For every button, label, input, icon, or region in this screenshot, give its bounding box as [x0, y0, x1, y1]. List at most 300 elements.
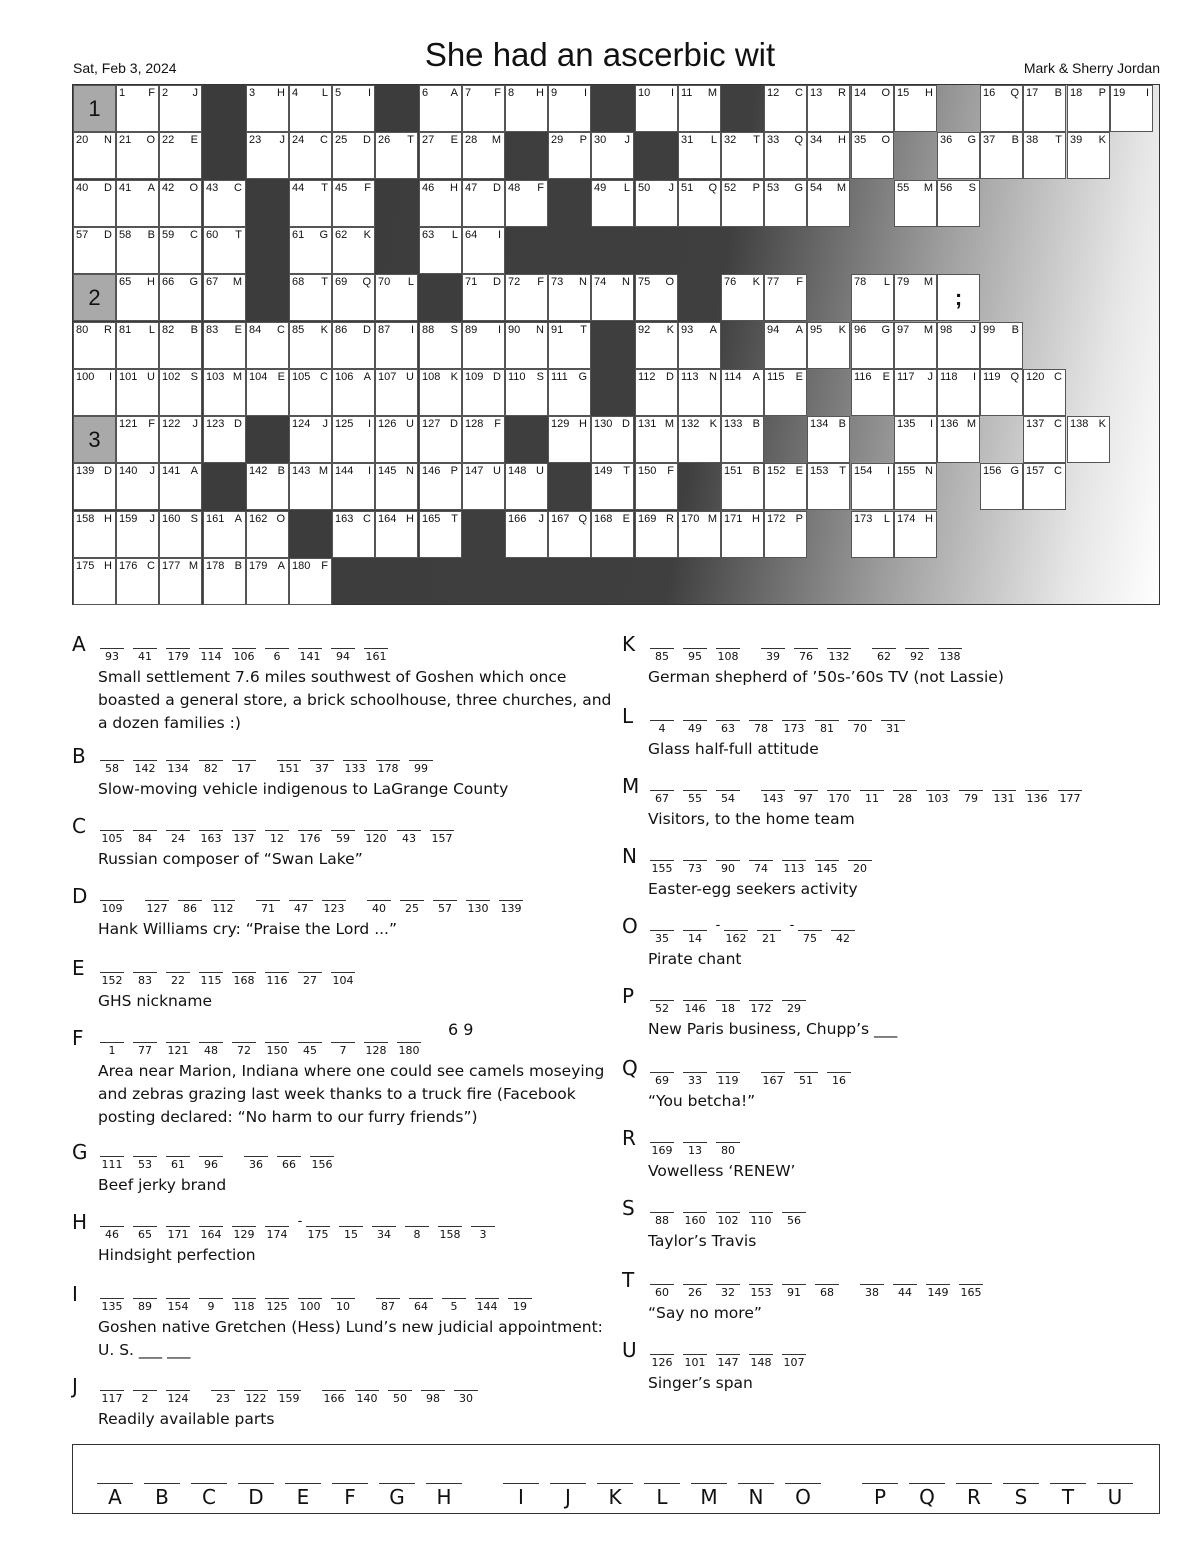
answer-blank[interactable]	[428, 820, 456, 850]
answer-blank[interactable]	[648, 710, 676, 740]
grid-cell[interactable]	[246, 322, 289, 369]
grid-cell[interactable]	[1023, 416, 1066, 463]
grid-cell[interactable]	[678, 180, 721, 227]
grid-cell[interactable]	[289, 416, 332, 463]
grid-cell[interactable]	[505, 180, 548, 227]
grid-cell[interactable]	[548, 274, 591, 321]
answer-blank[interactable]	[714, 1344, 742, 1374]
grid-cell[interactable]	[807, 180, 850, 227]
answer-blank[interactable]	[230, 1032, 258, 1062]
answer-blank[interactable]	[374, 750, 402, 780]
answer-blank[interactable]	[296, 820, 324, 850]
answer-blank[interactable]	[164, 638, 192, 668]
grid-cell[interactable]	[937, 132, 980, 179]
answer-blank[interactable]	[924, 1274, 952, 1304]
grid-cell[interactable]	[203, 369, 246, 416]
grid-cell[interactable]	[246, 369, 289, 416]
grid-cell[interactable]	[462, 369, 505, 416]
answer-blank[interactable]	[990, 780, 1018, 810]
answer-blank[interactable]	[362, 820, 390, 850]
grid-cell[interactable]	[721, 416, 764, 463]
answer-blank[interactable]	[353, 1380, 381, 1410]
grid-cell[interactable]	[678, 416, 721, 463]
answer-blank[interactable]	[755, 920, 783, 950]
grid-cell[interactable]	[548, 369, 591, 416]
answer-blank[interactable]	[230, 962, 258, 992]
answer-blank[interactable]	[858, 780, 886, 810]
grid-cell[interactable]	[332, 511, 375, 558]
grid-cell[interactable]	[116, 132, 159, 179]
grid-cell[interactable]	[1023, 463, 1066, 510]
answer-blank[interactable]	[176, 890, 204, 920]
grid-cell[interactable]	[851, 322, 894, 369]
answer-blank[interactable]	[813, 850, 841, 880]
grid-cell[interactable]	[159, 511, 202, 558]
grid-cell[interactable]	[548, 85, 591, 132]
answer-blank[interactable]	[98, 1146, 126, 1176]
answer-blank[interactable]	[275, 1146, 303, 1176]
answer-blank[interactable]	[131, 1146, 159, 1176]
answer-blank[interactable]	[681, 920, 709, 950]
answer-blank[interactable]	[209, 890, 237, 920]
grid-cell[interactable]	[764, 369, 807, 416]
grid-cell[interactable]	[246, 511, 289, 558]
answer-blank[interactable]	[230, 638, 258, 668]
answer-blank[interactable]	[681, 1344, 709, 1374]
grid-cell[interactable]	[721, 511, 764, 558]
grid-cell[interactable]	[721, 463, 764, 510]
answer-blank[interactable]	[275, 1380, 303, 1410]
answer-blank[interactable]	[197, 1288, 225, 1318]
grid-cell[interactable]	[505, 85, 548, 132]
answer-blank[interactable]	[440, 1288, 468, 1318]
answer-blank[interactable]	[858, 1274, 886, 1304]
answer-blank[interactable]	[714, 710, 742, 740]
answer-blank[interactable]	[891, 1274, 919, 1304]
grid-cell[interactable]	[375, 274, 418, 321]
answer-blank[interactable]	[648, 1344, 676, 1374]
grid-cell[interactable]	[332, 132, 375, 179]
grid-cell[interactable]	[980, 132, 1023, 179]
answer-blank[interactable]	[780, 990, 808, 1020]
answer-key-slot[interactable]	[424, 1465, 464, 1509]
grid-cell[interactable]	[332, 180, 375, 227]
grid-cell[interactable]	[116, 511, 159, 558]
grid-cell[interactable]	[980, 463, 1023, 510]
answer-blank[interactable]	[98, 820, 126, 850]
answer-blank[interactable]	[230, 820, 258, 850]
grid-cell[interactable]	[678, 511, 721, 558]
grid-cell[interactable]	[894, 511, 937, 558]
answer-blank[interactable]	[780, 1344, 808, 1374]
answer-blank[interactable]	[230, 1288, 258, 1318]
answer-blank[interactable]	[362, 638, 390, 668]
answer-key-slot[interactable]	[283, 1465, 323, 1509]
grid-cell[interactable]	[203, 227, 246, 274]
grid-cell[interactable]	[159, 227, 202, 274]
answer-blank[interactable]	[296, 1288, 324, 1318]
answer-blank[interactable]	[497, 890, 525, 920]
answer-blank[interactable]	[759, 780, 787, 810]
grid-cell[interactable]	[937, 416, 980, 463]
grid-cell[interactable]	[116, 558, 159, 605]
answer-blank[interactable]	[242, 1380, 270, 1410]
grid-cell[interactable]	[678, 369, 721, 416]
grid-cell[interactable]	[375, 132, 418, 179]
answer-blank[interactable]	[329, 820, 357, 850]
answer-blank[interactable]	[714, 1274, 742, 1304]
answer-blank[interactable]	[304, 1216, 332, 1246]
grid-cell[interactable]	[289, 369, 332, 416]
grid-cell[interactable]	[289, 85, 332, 132]
answer-blank[interactable]	[813, 710, 841, 740]
grid-cell[interactable]	[505, 463, 548, 510]
grid-cell[interactable]	[289, 463, 332, 510]
answer-blank[interactable]	[714, 1202, 742, 1232]
answer-blank[interactable]	[209, 1380, 237, 1410]
answer-blank[interactable]	[825, 1062, 853, 1092]
answer-blank[interactable]	[681, 1132, 709, 1162]
answer-blank[interactable]	[98, 962, 126, 992]
answer-key-slot[interactable]	[860, 1465, 900, 1509]
answer-blank[interactable]	[780, 850, 808, 880]
grid-cell[interactable]	[159, 85, 202, 132]
grid-cell[interactable]	[807, 416, 850, 463]
grid-cell[interactable]	[116, 85, 159, 132]
answer-blank[interactable]	[287, 890, 315, 920]
answer-blank[interactable]	[308, 750, 336, 780]
grid-cell[interactable]	[332, 227, 375, 274]
grid-cell[interactable]	[159, 180, 202, 227]
grid-cell[interactable]	[635, 274, 678, 321]
answer-key-slot[interactable]	[736, 1465, 776, 1509]
grid-cell[interactable]	[203, 416, 246, 463]
answer-key-slot[interactable]	[783, 1465, 823, 1509]
answer-blank[interactable]	[395, 820, 423, 850]
grid-cell[interactable]	[419, 511, 462, 558]
grid-cell[interactable]	[894, 463, 937, 510]
grid-cell[interactable]	[289, 322, 332, 369]
answer-blank[interactable]	[452, 1380, 480, 1410]
answer-key-slot[interactable]	[548, 1465, 588, 1509]
answer-blank[interactable]	[230, 1216, 258, 1246]
grid-cell[interactable]	[332, 274, 375, 321]
answer-blank[interactable]	[681, 850, 709, 880]
grid-cell[interactable]	[159, 463, 202, 510]
grid-cell[interactable]	[203, 180, 246, 227]
grid-cell[interactable]	[332, 85, 375, 132]
grid-cell[interactable]	[1067, 85, 1110, 132]
answer-blank[interactable]	[870, 638, 898, 668]
answer-blank[interactable]	[759, 1062, 787, 1092]
grid-cell[interactable]	[73, 180, 116, 227]
grid-cell[interactable]	[419, 369, 462, 416]
answer-blank[interactable]	[131, 1216, 159, 1246]
answer-blank[interactable]	[164, 1146, 192, 1176]
grid-cell[interactable]	[332, 322, 375, 369]
answer-blank[interactable]	[263, 1032, 291, 1062]
answer-blank[interactable]	[903, 638, 931, 668]
answer-blank[interactable]	[329, 1032, 357, 1062]
grid-cell[interactable]	[505, 274, 548, 321]
answer-blank[interactable]	[197, 1146, 225, 1176]
grid-cell[interactable]	[73, 227, 116, 274]
answer-blank[interactable]	[796, 920, 824, 950]
answer-blank[interactable]	[164, 1216, 192, 1246]
grid-cell[interactable]	[289, 227, 332, 274]
grid-cell[interactable]	[116, 369, 159, 416]
grid-cell[interactable]	[462, 227, 505, 274]
grid-cell[interactable]	[289, 274, 332, 321]
grid-cell[interactable]	[894, 369, 937, 416]
grid-cell[interactable]	[807, 463, 850, 510]
grid-cell[interactable]	[159, 369, 202, 416]
grid-cell[interactable]	[635, 416, 678, 463]
answer-blank[interactable]	[362, 1032, 390, 1062]
answer-blank[interactable]	[164, 820, 192, 850]
grid-cell[interactable]	[851, 274, 894, 321]
grid-cell[interactable]	[764, 322, 807, 369]
grid-cell[interactable]	[246, 463, 289, 510]
grid-cell[interactable]	[764, 463, 807, 510]
answer-key-slot[interactable]	[595, 1465, 635, 1509]
answer-blank[interactable]	[825, 780, 853, 810]
answer-blank[interactable]	[98, 1032, 126, 1062]
grid-cell[interactable]	[505, 369, 548, 416]
answer-blank[interactable]	[436, 1216, 464, 1246]
answer-blank[interactable]	[131, 820, 159, 850]
grid-cell[interactable]	[375, 322, 418, 369]
grid-cell[interactable]	[419, 322, 462, 369]
grid-cell[interactable]	[332, 463, 375, 510]
answer-blank[interactable]	[365, 890, 393, 920]
answer-blank[interactable]	[341, 750, 369, 780]
grid-cell[interactable]	[721, 132, 764, 179]
answer-blank[interactable]	[714, 780, 742, 810]
grid-cell[interactable]	[548, 322, 591, 369]
answer-key-slot[interactable]	[330, 1465, 370, 1509]
answer-blank[interactable]	[131, 962, 159, 992]
grid-cell[interactable]	[635, 322, 678, 369]
grid-cell[interactable]	[73, 132, 116, 179]
grid-cell[interactable]	[73, 463, 116, 510]
grid-cell[interactable]	[807, 132, 850, 179]
answer-blank[interactable]	[1023, 780, 1051, 810]
answer-blank[interactable]	[242, 1146, 270, 1176]
answer-blank[interactable]	[296, 1032, 324, 1062]
answer-blank[interactable]	[464, 890, 492, 920]
grid-cell[interactable]	[937, 180, 980, 227]
grid-cell[interactable]	[289, 180, 332, 227]
answer-blank[interactable]	[98, 1288, 126, 1318]
grid-cell[interactable]	[159, 274, 202, 321]
answer-blank[interactable]	[98, 1216, 126, 1246]
grid-cell[interactable]	[289, 558, 332, 605]
answer-blank[interactable]	[308, 1146, 336, 1176]
answer-blank[interactable]	[320, 1380, 348, 1410]
grid-cell[interactable]	[246, 132, 289, 179]
answer-blank[interactable]	[386, 1380, 414, 1410]
grid-cell[interactable]	[73, 369, 116, 416]
answer-key-slot[interactable]	[1001, 1465, 1041, 1509]
grid-cell[interactable]	[1023, 369, 1066, 416]
answer-key-slot[interactable]	[1048, 1465, 1088, 1509]
grid-cell[interactable]	[116, 180, 159, 227]
grid-cell[interactable]	[375, 511, 418, 558]
grid-cell[interactable]	[203, 511, 246, 558]
grid-cell[interactable]	[678, 322, 721, 369]
answer-blank[interactable]	[891, 780, 919, 810]
grid-cell[interactable]	[851, 369, 894, 416]
grid-cell[interactable]	[980, 85, 1023, 132]
answer-blank[interactable]	[780, 1202, 808, 1232]
grid-cell[interactable]	[462, 463, 505, 510]
answer-blank[interactable]	[747, 1202, 775, 1232]
grid-cell[interactable]	[332, 416, 375, 463]
answer-blank[interactable]	[98, 1380, 126, 1410]
answer-blank[interactable]	[98, 638, 126, 668]
answer-blank[interactable]	[747, 850, 775, 880]
grid-cell[interactable]	[203, 558, 246, 605]
grid-cell[interactable]	[332, 369, 375, 416]
grid-cell[interactable]	[159, 132, 202, 179]
answer-blank[interactable]	[164, 1380, 192, 1410]
answer-blank[interactable]	[263, 820, 291, 850]
answer-blank[interactable]	[230, 750, 258, 780]
grid-cell[interactable]	[764, 132, 807, 179]
answer-blank[interactable]	[825, 638, 853, 668]
grid-cell[interactable]	[375, 369, 418, 416]
grid-cell[interactable]	[246, 85, 289, 132]
grid-cell[interactable]	[116, 322, 159, 369]
answer-blank[interactable]	[648, 1062, 676, 1092]
grid-cell[interactable]	[375, 463, 418, 510]
grid-cell[interactable]	[419, 463, 462, 510]
answer-key-slot[interactable]	[907, 1465, 947, 1509]
answer-blank[interactable]	[792, 780, 820, 810]
grid-cell[interactable]	[980, 322, 1023, 369]
answer-blank[interactable]	[164, 750, 192, 780]
answer-blank[interactable]	[648, 920, 676, 950]
answer-key-slot[interactable]	[642, 1465, 682, 1509]
grid-cell[interactable]	[591, 274, 634, 321]
answer-blank[interactable]	[329, 638, 357, 668]
answer-blank[interactable]	[320, 890, 348, 920]
grid-cell[interactable]	[462, 322, 505, 369]
grid-cell[interactable]	[73, 558, 116, 605]
answer-key-slot[interactable]	[689, 1465, 729, 1509]
answer-blank[interactable]	[197, 750, 225, 780]
grid-cell[interactable]	[894, 274, 937, 321]
grid-cell[interactable]	[159, 558, 202, 605]
grid-cell[interactable]	[807, 85, 850, 132]
grid-cell[interactable]	[635, 463, 678, 510]
grid-cell[interactable]	[1023, 132, 1066, 179]
grid-cell[interactable]	[73, 511, 116, 558]
answer-key-slot[interactable]	[236, 1465, 276, 1509]
grid-cell[interactable]	[1110, 85, 1153, 132]
answer-blank[interactable]	[780, 1274, 808, 1304]
grid-cell[interactable]	[419, 416, 462, 463]
answer-blank[interactable]	[681, 1202, 709, 1232]
grid-cell[interactable]	[505, 511, 548, 558]
answer-blank[interactable]	[395, 1032, 423, 1062]
grid-cell[interactable]	[159, 322, 202, 369]
grid-cell[interactable]	[73, 322, 116, 369]
answer-blank[interactable]	[813, 1274, 841, 1304]
grid-cell[interactable]	[419, 227, 462, 274]
answer-blank[interactable]	[714, 1132, 742, 1162]
answer-blank[interactable]	[714, 990, 742, 1020]
answer-blank[interactable]	[131, 1380, 159, 1410]
answer-blank[interactable]	[374, 1288, 402, 1318]
answer-blank[interactable]	[263, 638, 291, 668]
answer-blank[interactable]	[275, 750, 303, 780]
grid-cell[interactable]	[591, 463, 634, 510]
grid-cell[interactable]	[721, 180, 764, 227]
grid-cell[interactable]	[678, 85, 721, 132]
grid-cell[interactable]	[937, 369, 980, 416]
answer-blank[interactable]	[370, 1216, 398, 1246]
answer-blank[interactable]	[759, 638, 787, 668]
grid-cell[interactable]	[721, 274, 764, 321]
grid-cell[interactable]	[591, 511, 634, 558]
answer-key-slot[interactable]	[95, 1465, 135, 1509]
grid-cell[interactable]	[1067, 416, 1110, 463]
answer-blank[interactable]	[714, 850, 742, 880]
grid-cell[interactable]	[721, 369, 764, 416]
answer-blank[interactable]	[681, 1274, 709, 1304]
answer-blank[interactable]	[407, 750, 435, 780]
answer-blank[interactable]	[714, 1062, 742, 1092]
answer-key-slot[interactable]	[189, 1465, 229, 1509]
answer-blank[interactable]	[648, 780, 676, 810]
answer-blank[interactable]	[98, 750, 126, 780]
grid-cell[interactable]	[894, 180, 937, 227]
answer-blank[interactable]	[419, 1380, 447, 1410]
answer-blank[interactable]	[197, 1216, 225, 1246]
answer-blank[interactable]	[469, 1216, 497, 1246]
answer-blank[interactable]	[846, 850, 874, 880]
answer-blank[interactable]	[681, 990, 709, 1020]
grid-cell[interactable]	[1067, 132, 1110, 179]
answer-blank[interactable]	[398, 890, 426, 920]
answer-key-slot[interactable]	[501, 1465, 541, 1509]
answer-blank[interactable]	[957, 780, 985, 810]
grid-cell[interactable]	[894, 322, 937, 369]
answer-blank[interactable]	[829, 920, 857, 950]
grid-cell[interactable]	[851, 511, 894, 558]
grid-cell[interactable]	[116, 274, 159, 321]
grid-cell[interactable]	[764, 511, 807, 558]
answer-blank[interactable]	[131, 1288, 159, 1318]
answer-blank[interactable]	[714, 638, 742, 668]
grid-cell[interactable]	[246, 558, 289, 605]
answer-blank[interactable]	[792, 638, 820, 668]
grid-cell[interactable]	[116, 227, 159, 274]
answer-key-slot[interactable]	[954, 1465, 994, 1509]
answer-blank[interactable]	[164, 1288, 192, 1318]
grid-cell[interactable]	[159, 416, 202, 463]
grid-cell[interactable]	[851, 85, 894, 132]
grid-cell[interactable]	[116, 463, 159, 510]
answer-blank[interactable]	[648, 1132, 676, 1162]
grid-cell[interactable]	[591, 132, 634, 179]
grid-cell[interactable]	[462, 85, 505, 132]
answer-blank[interactable]	[197, 962, 225, 992]
grid-cell[interactable]	[548, 511, 591, 558]
grid-cell[interactable]	[548, 416, 591, 463]
